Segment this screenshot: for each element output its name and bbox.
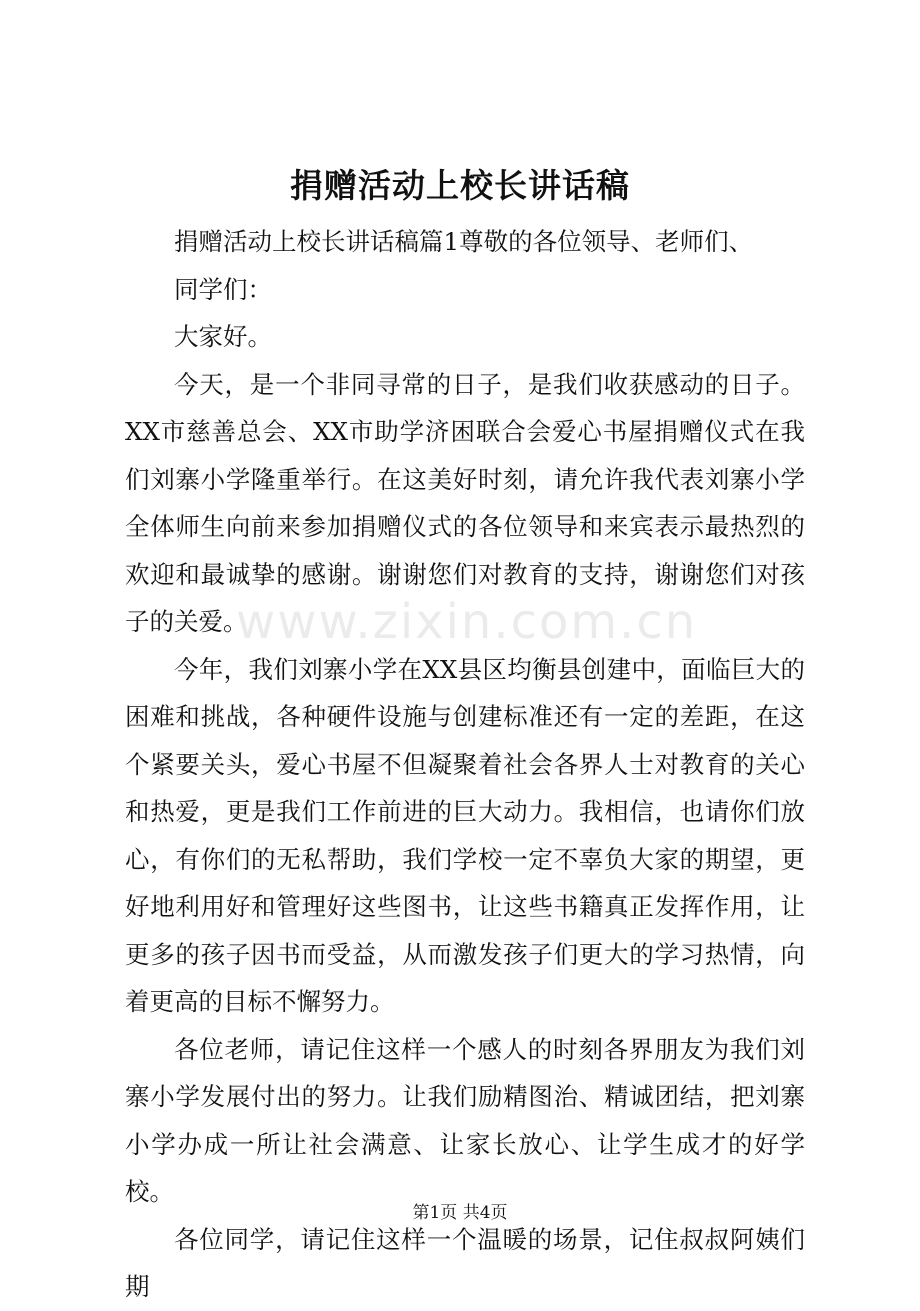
paragraph-address: 同学们：: [174, 274, 272, 304]
paragraph-students: 各位同学，请记住这样一个温暖的场景，记住叔叔阿姨们期: [125, 1224, 805, 1301]
paragraph-teachers: 各位老师，请记住这样一个感人的时刻各界朋友为我们刘寨小学发展付出的努力。让我们励精图治、精诚团结，把刘寨小学办成一所让社会满意、让家长放心、让学生成才的好学校。: [125, 1034, 805, 1206]
paragraph-opening: 捐赠活动上校长讲话稿篇1尊敬的各位领导、老师们、: [174, 227, 754, 256]
paragraph-greeting: 大家好。: [174, 322, 272, 351]
watermark-text: www.zixin.com.cn: [236, 594, 698, 650]
paragraph-today: 今天，是一个非同寻常的日子，是我们收获感动的日子。XX市慈善总会、XX市助学济困联合会爱心书屋捐赠仪式在我们刘寨小学隆重举行。在这美好时刻，请允许我代表刘寨小学全体师生向前来参加捐赠仪式的各位领导和来宾表示最热烈的欢迎和最诚挚的感谢。谢谢您们对教育的支持，谢谢您们对孩子的关爱。: [125, 369, 805, 636]
paragraph-this-year: 今年，我们刘寨小学在XX县区均衡县创建中，面临巨大的困难和挑战，各种硬件设施与创建标准还有一定的差距，在这个紧要关头，爱心书屋不但凝聚着社会各界人士对教育的关心和热爱，更是我们工作前进的巨大动力。我相信，也请你们放心，有你们的无私帮助，我们学校一定不辜负大家的期望，更好地利用好和管理好这些图书，让这些书籍真正发挥作用，让更多的孩子因书而受益，从而激发孩子们更大的学习热情，向着更高的目标不懈努力。: [125, 654, 805, 1016]
page-footer: 第1页 共4页: [412, 1203, 508, 1223]
document-body: [125, 218, 805, 1311]
document-title: 捐赠活动上校长讲话稿: [290, 166, 630, 205]
